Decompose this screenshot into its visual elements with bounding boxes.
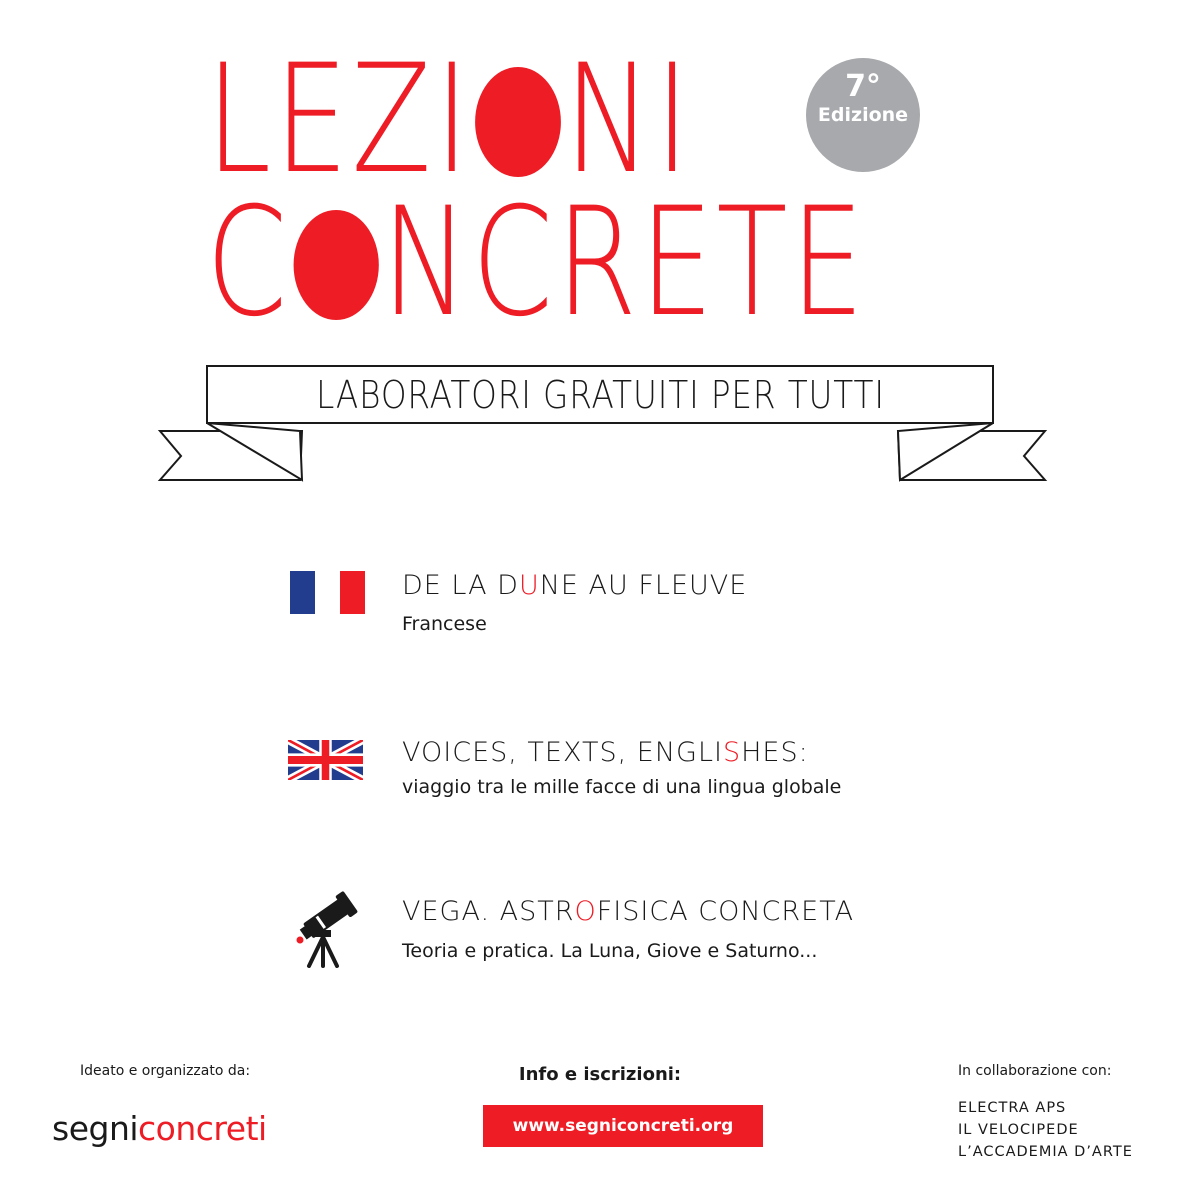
title-lezioni <box>206 33 693 207</box>
workshop-title-french-part-2: NE AU FLEUVE <box>539 570 748 601</box>
workshop-title-english-highlight: S <box>722 737 742 768</box>
info-label: Info e iscrizioni: <box>518 1064 682 1085</box>
website-link-button[interactable]: www.segniconcreti.org <box>483 1105 763 1147</box>
logo-part-segni: segni <box>52 1109 139 1148</box>
collab-label: In collaborazione con: <box>958 1063 1112 1079</box>
partner-item: L’ACCADEMIA D’ARTE <box>958 1144 1133 1160</box>
workshop-title-astro-part-2: FISICA CONCRETA <box>596 896 855 927</box>
partner-item: IL VELOCIPEDE <box>958 1122 1079 1138</box>
workshop-title-french-highlight: U <box>518 570 540 601</box>
title-concrete <box>206 176 868 350</box>
workshop-title-astro <box>402 898 854 925</box>
partner-item: ELECTRA APS <box>958 1100 1067 1116</box>
title-filled-o-2 <box>293 210 378 320</box>
uk-flag-icon <box>288 740 363 780</box>
workshop-title-astro-part-1: VEGA. ASTR <box>402 896 575 927</box>
title-filled-o-1 <box>475 67 561 177</box>
banner-text: LABORATORI GRATUITI PER TUTTI <box>316 373 885 417</box>
france-flag-icon <box>290 571 365 614</box>
workshop-title-french-part-1: DE LA D <box>402 570 519 601</box>
title-concrete-part-2: NCRETE <box>381 176 868 350</box>
edition-badge <box>806 58 920 172</box>
title-lezioni-part-2: NI <box>564 33 693 207</box>
telescope-icon <box>293 890 358 968</box>
workshop-subtitle-english: viaggio tra le mille facce di una lingua globale <box>402 776 842 798</box>
workshop-title-french <box>402 572 747 599</box>
edition-number: 7° <box>845 69 881 104</box>
organizer-label: Ideato e organizzato da: <box>80 1063 251 1079</box>
partners-list <box>958 1097 1133 1163</box>
logo-part-concreti: concreti <box>138 1109 267 1148</box>
edition-label: Edizione <box>817 104 909 126</box>
workshop-subtitle-french: Francese <box>402 613 487 635</box>
workshop-subtitle-astro: Teoria e pratica. La Luna, Giove e Saturno... <box>402 940 818 962</box>
workshop-title-astro-highlight: O <box>574 896 597 927</box>
workshop-title-english <box>402 739 809 766</box>
title-concrete-part-1: C <box>206 176 291 350</box>
workshop-title-english-part-1: VOICES, TEXTS, ENGLI <box>402 737 723 768</box>
title-lezioni-part-1: LEZI <box>206 33 473 207</box>
segniconcreti-logo <box>52 1109 267 1148</box>
workshop-title-english-part-2: HES: <box>741 737 809 768</box>
